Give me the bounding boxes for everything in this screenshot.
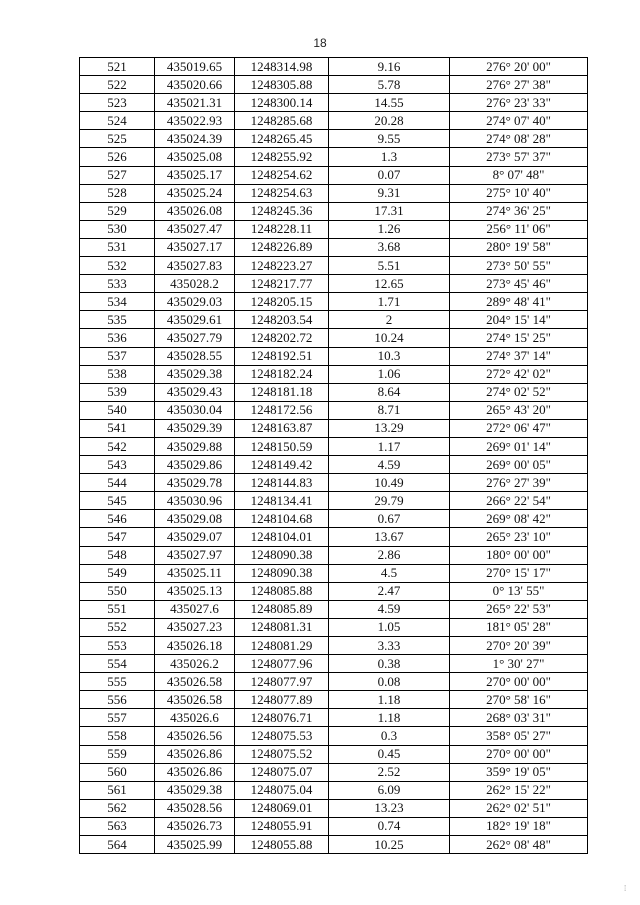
point-number-cell: 527 [80,166,155,184]
bearing-cell: 274° 36' 25" [450,202,588,220]
bearing-cell: 274° 02' 52" [450,383,588,401]
x-coordinate-cell: 435029.39 [155,419,235,437]
table-row [80,419,588,437]
bearing-cell: 274° 15' 25" [450,329,588,347]
point-number-cell: 529 [80,202,155,220]
table-row [80,781,588,799]
distance-cell: 13.67 [329,528,450,546]
distance-cell: 17.31 [329,202,450,220]
y-coordinate-cell: 1248075.52 [235,745,329,763]
bearing-cell: 268° 03' 31" [450,709,588,727]
distance-cell: 6.09 [329,781,450,799]
distance-cell: 2 [329,311,450,329]
distance-cell: 5.78 [329,76,450,94]
bearing-cell: 359° 19' 05" [450,763,588,781]
distance-cell: 1.3 [329,148,450,166]
x-coordinate-cell: 435024.39 [155,130,235,148]
bearing-cell: 270° 15' 17" [450,564,588,582]
table-row [80,564,588,582]
y-coordinate-cell: 1248300.14 [235,94,329,112]
x-coordinate-cell: 435029.03 [155,293,235,311]
point-number-cell: 528 [80,184,155,202]
x-coordinate-cell: 435021.31 [155,94,235,112]
table-row [80,474,588,492]
x-coordinate-cell: 435030.96 [155,492,235,510]
x-coordinate-cell: 435029.07 [155,528,235,546]
y-coordinate-cell: 1248075.53 [235,727,329,745]
distance-cell: 20.28 [329,112,450,130]
distance-cell: 13.23 [329,799,450,817]
distance-cell: 9.55 [329,130,450,148]
distance-cell: 1.06 [329,365,450,383]
table-row [80,492,588,510]
x-coordinate-cell: 435026.86 [155,763,235,781]
distance-cell: 9.31 [329,184,450,202]
distance-cell: 1.71 [329,293,450,311]
x-coordinate-cell: 435026.58 [155,691,235,709]
bearing-cell: 276° 27' 38" [450,76,588,94]
bearing-cell: 275° 10' 40" [450,184,588,202]
point-number-cell: 544 [80,474,155,492]
bearing-cell: 269° 08' 42" [450,510,588,528]
point-number-cell: 543 [80,456,155,474]
distance-cell: 1.18 [329,709,450,727]
point-number-cell: 550 [80,582,155,600]
bearing-cell: 276° 20' 00" [450,58,588,76]
distance-cell: 4.5 [329,564,450,582]
y-coordinate-cell: 1248149.42 [235,456,329,474]
point-number-cell: 558 [80,727,155,745]
y-coordinate-cell: 1248254.63 [235,184,329,202]
bearing-cell: 182° 19' 18" [450,817,588,835]
point-number-cell: 534 [80,293,155,311]
x-coordinate-cell: 435026.2 [155,655,235,673]
distance-cell: 13.29 [329,419,450,437]
y-coordinate-cell: 1248081.31 [235,618,329,636]
bearing-cell: 262° 15' 22" [450,781,588,799]
y-coordinate-cell: 1248255.92 [235,148,329,166]
point-number-cell: 547 [80,528,155,546]
point-number-cell: 521 [80,58,155,76]
distance-cell: 0.45 [329,745,450,763]
distance-cell: 0.38 [329,655,450,673]
bearing-cell: 265° 22' 53" [450,600,588,618]
point-number-cell: 546 [80,510,155,528]
table-row [80,600,588,618]
table-row [80,637,588,655]
point-number-cell: 562 [80,799,155,817]
table-row [80,94,588,112]
point-number-cell: 530 [80,220,155,238]
x-coordinate-cell: 435026.6 [155,709,235,727]
bearing-cell: 270° 58' 16" [450,691,588,709]
distance-cell: 0.08 [329,673,450,691]
x-coordinate-cell: 435020.66 [155,76,235,94]
bearing-cell: 265° 43' 20" [450,401,588,419]
table-row [80,510,588,528]
y-coordinate-cell: 1248085.88 [235,582,329,600]
coordinates-table-body [80,58,588,854]
x-coordinate-cell: 435029.61 [155,311,235,329]
point-number-cell: 560 [80,763,155,781]
y-coordinate-cell: 1248077.97 [235,673,329,691]
point-number-cell: 545 [80,492,155,510]
table-row [80,817,588,835]
x-coordinate-cell: 435026.18 [155,637,235,655]
bearing-cell: 181° 05' 28" [450,618,588,636]
point-number-cell: 539 [80,383,155,401]
x-coordinate-cell: 435025.08 [155,148,235,166]
point-number-cell: 542 [80,437,155,455]
table-row [80,528,588,546]
x-coordinate-cell: 435030.04 [155,401,235,419]
table-row [80,836,588,854]
table-row [80,655,588,673]
point-number-cell: 551 [80,600,155,618]
bearing-cell: 180° 00' 00" [450,546,588,564]
distance-cell: 1.26 [329,220,450,238]
point-number-cell: 548 [80,546,155,564]
x-coordinate-cell: 435026.08 [155,202,235,220]
distance-cell: 1.05 [329,618,450,636]
x-coordinate-cell: 435025.99 [155,836,235,854]
bearing-cell: 8° 07' 48" [450,166,588,184]
x-coordinate-cell: 435026.86 [155,745,235,763]
point-number-cell: 552 [80,618,155,636]
point-number-cell: 536 [80,329,155,347]
bearing-cell: 276° 27' 39" [450,474,588,492]
distance-cell: 8.71 [329,401,450,419]
table-row [80,691,588,709]
distance-cell: 0.07 [329,166,450,184]
y-coordinate-cell: 1248285.68 [235,112,329,130]
y-coordinate-cell: 1248076.71 [235,709,329,727]
table-row [80,184,588,202]
distance-cell: 2.52 [329,763,450,781]
x-coordinate-cell: 435029.38 [155,365,235,383]
x-coordinate-cell: 435027.97 [155,546,235,564]
table-row [80,148,588,166]
point-number-cell: 549 [80,564,155,582]
y-coordinate-cell: 1248265.45 [235,130,329,148]
y-coordinate-cell: 1248223.27 [235,257,329,275]
distance-cell: 10.49 [329,474,450,492]
point-number-cell: 559 [80,745,155,763]
distance-cell: 5.51 [329,257,450,275]
x-coordinate-cell: 435029.08 [155,510,235,528]
point-number-cell: 537 [80,347,155,365]
distance-cell: 0.74 [329,817,450,835]
distance-cell: 14.55 [329,94,450,112]
y-coordinate-cell: 1248217.77 [235,275,329,293]
bearing-cell: 266° 22' 54" [450,492,588,510]
table-row [80,58,588,76]
y-coordinate-cell: 1248181.18 [235,383,329,401]
distance-cell: 12.65 [329,275,450,293]
distance-cell: 1.17 [329,437,450,455]
table-row [80,347,588,365]
y-coordinate-cell: 1248314.98 [235,58,329,76]
table-row [80,220,588,238]
y-coordinate-cell: 1248055.91 [235,817,329,835]
bearing-cell: 204° 15' 14" [450,311,588,329]
x-coordinate-cell: 435029.38 [155,781,235,799]
bearing-cell: 276° 23' 33" [450,94,588,112]
x-coordinate-cell: 435027.6 [155,600,235,618]
y-coordinate-cell: 1248245.36 [235,202,329,220]
table-row [80,727,588,745]
bearing-cell: 358° 05' 27" [450,727,588,745]
y-coordinate-cell: 1248090.38 [235,546,329,564]
point-number-cell: 522 [80,76,155,94]
point-number-cell: 525 [80,130,155,148]
bearing-cell: 272° 06' 47" [450,419,588,437]
distance-cell: 3.33 [329,637,450,655]
y-coordinate-cell: 1248254.62 [235,166,329,184]
x-coordinate-cell: 435019.65 [155,58,235,76]
table-row [80,293,588,311]
x-coordinate-cell: 435022.93 [155,112,235,130]
table-row [80,311,588,329]
x-coordinate-cell: 435026.58 [155,673,235,691]
bearing-cell: 262° 08' 48" [450,836,588,854]
y-coordinate-cell: 1248226.89 [235,238,329,256]
y-coordinate-cell: 1248172.56 [235,401,329,419]
point-number-cell: 540 [80,401,155,419]
table-row [80,76,588,94]
page-number: 18 [313,36,327,50]
bearing-cell: 274° 37' 14" [450,347,588,365]
y-coordinate-cell: 1248077.89 [235,691,329,709]
y-coordinate-cell: 1248104.01 [235,528,329,546]
table-row [80,456,588,474]
bearing-cell: 273° 45' 46" [450,275,588,293]
x-coordinate-cell: 435029.43 [155,383,235,401]
bearing-cell: 273° 50' 55" [450,257,588,275]
table-row [80,546,588,564]
y-coordinate-cell: 1248163.87 [235,419,329,437]
table-row [80,709,588,727]
y-coordinate-cell: 1248081.29 [235,637,329,655]
table-row [80,166,588,184]
point-number-cell: 532 [80,257,155,275]
point-number-cell: 523 [80,94,155,112]
x-coordinate-cell: 435025.17 [155,166,235,184]
table-row [80,329,588,347]
y-coordinate-cell: 1248202.72 [235,329,329,347]
bearing-cell: 289° 48' 41" [450,293,588,311]
distance-cell: 10.24 [329,329,450,347]
distance-cell: 2.86 [329,546,450,564]
y-coordinate-cell: 1248305.88 [235,76,329,94]
edge-mark: ⁞ [624,884,627,893]
point-number-cell: 553 [80,637,155,655]
y-coordinate-cell: 1248203.54 [235,311,329,329]
table-row [80,401,588,419]
y-coordinate-cell: 1248085.89 [235,600,329,618]
bearing-cell: 262° 02' 51" [450,799,588,817]
table-row [80,437,588,455]
x-coordinate-cell: 435028.56 [155,799,235,817]
x-coordinate-cell: 435026.73 [155,817,235,835]
x-coordinate-cell: 435026.56 [155,727,235,745]
point-number-cell: 563 [80,817,155,835]
distance-cell: 4.59 [329,456,450,474]
y-coordinate-cell: 1248144.83 [235,474,329,492]
distance-cell: 0.67 [329,510,450,528]
table-row [80,238,588,256]
x-coordinate-cell: 435028.55 [155,347,235,365]
distance-cell: 0.3 [329,727,450,745]
distance-cell: 2.47 [329,582,450,600]
distance-cell: 10.25 [329,836,450,854]
table-row [80,202,588,220]
y-coordinate-cell: 1248192.51 [235,347,329,365]
bearing-cell: 272° 42' 02" [450,365,588,383]
point-number-cell: 556 [80,691,155,709]
bearing-cell: 274° 08' 28" [450,130,588,148]
x-coordinate-cell: 435027.47 [155,220,235,238]
point-number-cell: 531 [80,238,155,256]
distance-cell: 4.59 [329,600,450,618]
table-row [80,582,588,600]
table-row [80,112,588,130]
point-number-cell: 554 [80,655,155,673]
x-coordinate-cell: 435027.23 [155,618,235,636]
x-coordinate-cell: 435029.88 [155,437,235,455]
y-coordinate-cell: 1248069.01 [235,799,329,817]
x-coordinate-cell: 435027.83 [155,257,235,275]
bearing-cell: 270° 20' 39" [450,637,588,655]
table-row [80,365,588,383]
point-number-cell: 526 [80,148,155,166]
x-coordinate-cell: 435028.2 [155,275,235,293]
point-number-cell: 557 [80,709,155,727]
y-coordinate-cell: 1248228.11 [235,220,329,238]
bearing-cell: 270° 00' 00" [450,745,588,763]
y-coordinate-cell: 1248055.88 [235,836,329,854]
table-row [80,257,588,275]
bearing-cell: 280° 19' 58" [450,238,588,256]
point-number-cell: 541 [80,419,155,437]
table-row [80,275,588,293]
bearing-cell: 265° 23' 10" [450,528,588,546]
table-row [80,130,588,148]
point-number-cell: 564 [80,836,155,854]
x-coordinate-cell: 435027.79 [155,329,235,347]
distance-cell: 3.68 [329,238,450,256]
coordinates-table [79,57,588,854]
bearing-cell: 274° 07' 40" [450,112,588,130]
y-coordinate-cell: 1248075.04 [235,781,329,799]
bearing-cell: 269° 00' 05" [450,456,588,474]
distance-cell: 8.64 [329,383,450,401]
bearing-cell: 270° 00' 00" [450,673,588,691]
x-coordinate-cell: 435025.24 [155,184,235,202]
y-coordinate-cell: 1248150.59 [235,437,329,455]
bearing-cell: 1° 30' 27" [450,655,588,673]
bearing-cell: 269° 01' 14" [450,437,588,455]
table-row [80,763,588,781]
table-row [80,799,588,817]
x-coordinate-cell: 435027.17 [155,238,235,256]
table-row [80,383,588,401]
table-row [80,673,588,691]
x-coordinate-cell: 435029.78 [155,474,235,492]
point-number-cell: 524 [80,112,155,130]
point-number-cell: 533 [80,275,155,293]
bearing-cell: 273° 57' 37" [450,148,588,166]
bearing-cell: 256° 11' 06" [450,220,588,238]
x-coordinate-cell: 435029.86 [155,456,235,474]
distance-cell: 9.16 [329,58,450,76]
point-number-cell: 555 [80,673,155,691]
y-coordinate-cell: 1248205.15 [235,293,329,311]
bearing-cell: 0° 13' 55" [450,582,588,600]
point-number-cell: 535 [80,311,155,329]
x-coordinate-cell: 435025.11 [155,564,235,582]
x-coordinate-cell: 435025.13 [155,582,235,600]
y-coordinate-cell: 1248077.96 [235,655,329,673]
distance-cell: 1.18 [329,691,450,709]
y-coordinate-cell: 1248182.24 [235,365,329,383]
point-number-cell: 561 [80,781,155,799]
y-coordinate-cell: 1248104.68 [235,510,329,528]
y-coordinate-cell: 1248075.07 [235,763,329,781]
table-row [80,618,588,636]
distance-cell: 10.3 [329,347,450,365]
y-coordinate-cell: 1248090.38 [235,564,329,582]
y-coordinate-cell: 1248134.41 [235,492,329,510]
table-row [80,745,588,763]
distance-cell: 29.79 [329,492,450,510]
point-number-cell: 538 [80,365,155,383]
